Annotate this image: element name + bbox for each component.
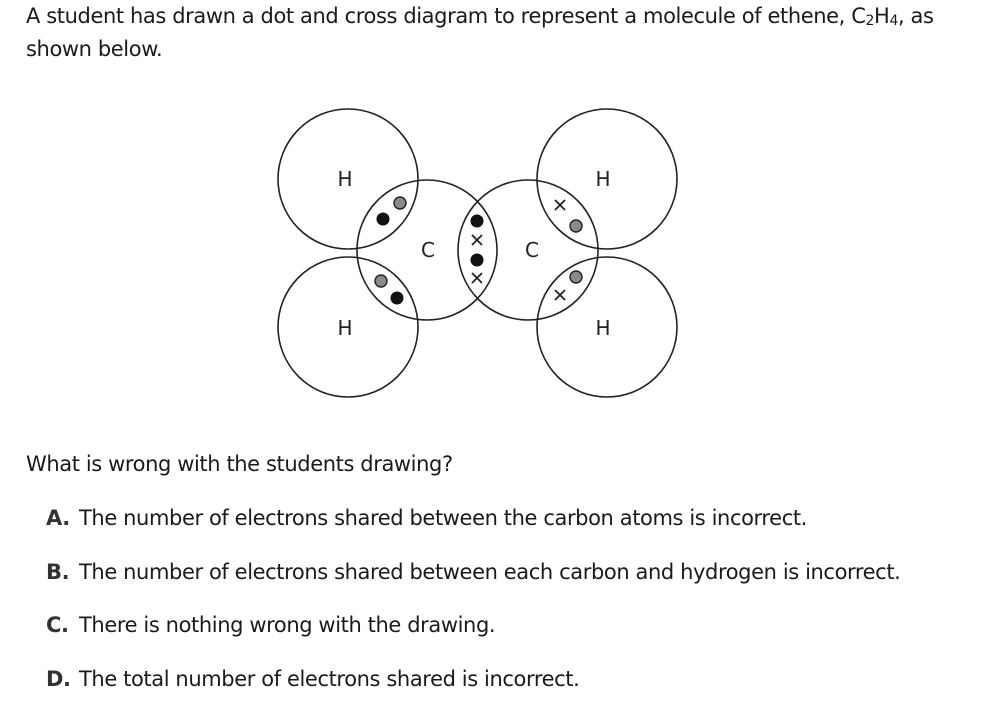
atom-label-c-left: C: [421, 238, 435, 262]
electron-black-dot: [391, 292, 404, 305]
option-text: The number of electrons shared between each carbon and hydrogen is incorrect.: [79, 560, 900, 584]
electron-cross: [472, 235, 482, 245]
option-text: The number of electrons shared between the carbon atoms is incorrect.: [79, 506, 807, 530]
intro-text-before: A student has drawn a dot and cross diagram to represent a molecule of ethene, C: [26, 4, 866, 28]
atom-label-h-top-right: H: [595, 167, 610, 191]
option-letter: C.: [46, 610, 79, 640]
intro-hydrogen-symbol: H: [874, 4, 889, 28]
atom-label-c-right: C: [525, 238, 539, 262]
electron-cross: [472, 273, 482, 283]
electron-grey-dot: [570, 220, 582, 232]
electron-black-dot: [471, 215, 484, 228]
intro-subscript-carbon: 2: [866, 13, 875, 29]
electron-black-dot: [471, 254, 484, 267]
answer-option-d[interactable]: [46, 664, 900, 717]
electron-grey-dot: [375, 275, 387, 287]
option-letter: D.: [46, 664, 79, 694]
option-text: There is nothing wrong with the drawing.: [79, 613, 495, 637]
atom-label-h-bottom-right: H: [595, 316, 610, 340]
question-intro: [26, 0, 976, 66]
answer-options: [46, 503, 900, 717]
option-letter: B.: [46, 557, 79, 587]
intro-subscript-hydrogen: 4: [889, 13, 898, 29]
electron-grey-dot: [570, 271, 582, 283]
answer-option-a[interactable]: [46, 503, 900, 557]
electron-black-dot: [377, 213, 390, 226]
answer-option-c[interactable]: [46, 610, 900, 664]
question-prompt: What is wrong with the students drawing?: [26, 449, 453, 479]
answer-option-b[interactable]: [46, 557, 900, 611]
option-letter: A.: [46, 503, 79, 533]
electron-cross: [555, 200, 565, 210]
ethene-dot-cross-diagram: [270, 100, 690, 410]
option-text: The total number of electrons shared is incorrect.: [79, 667, 579, 691]
electron-grey-dot: [394, 197, 406, 209]
intro-text-after: , as shown below.: [26, 4, 934, 61]
atom-label-h-top-left: H: [337, 167, 352, 191]
atom-label-h-bottom-left: H: [337, 316, 352, 340]
electron-cross: [555, 290, 565, 300]
